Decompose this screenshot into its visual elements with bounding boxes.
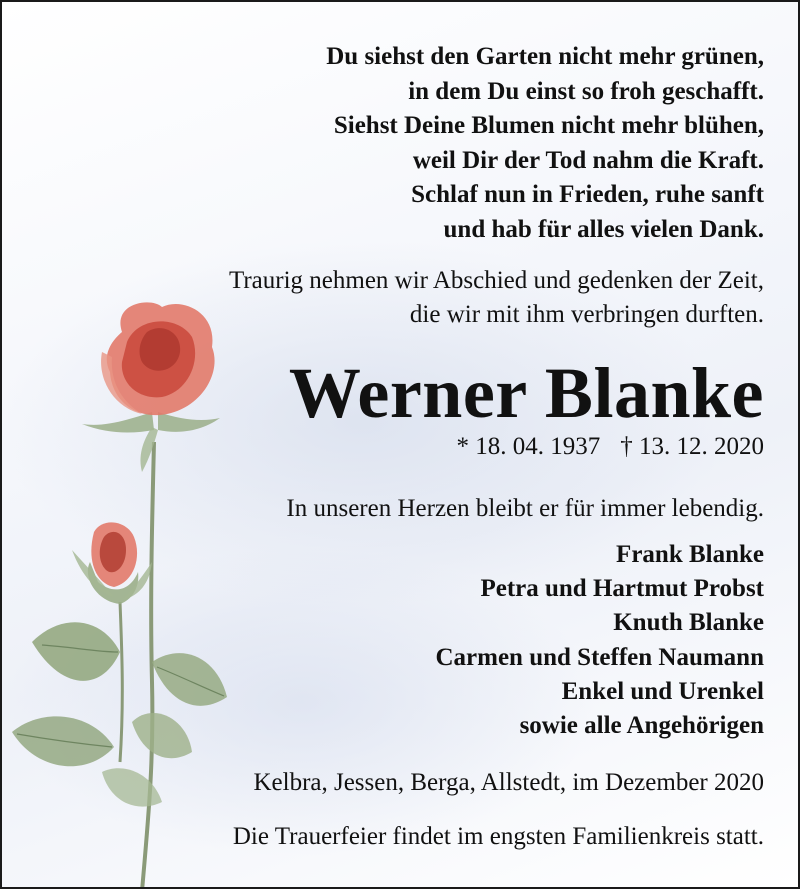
mourner-name: Frank Blanke: [616, 541, 764, 568]
mourner-name: Petra und Hartmut Probst: [480, 575, 764, 603]
birth-date: * 18. 04. 1937: [456, 433, 601, 460]
farewell-intro: [229, 264, 764, 332]
mourner-name: sowie alle Angehörigen: [519, 712, 764, 740]
deceased-name: Werner Blanke: [288, 353, 764, 433]
memorial-motto: In unseren Herzen bleibt er für immer lebendig.: [286, 495, 764, 522]
poem-line: Siehst Deine Blumen nicht mehr blühen,: [333, 112, 764, 139]
poem-line: Du siehst den Garten nicht mehr grünen,: [326, 43, 764, 70]
life-dates: [457, 430, 765, 464]
place-and-date: Kelbra, Jessen, Berga, Allstedt, im Dezember 2020: [253, 769, 764, 796]
poem: [326, 40, 764, 247]
poem-line: Schlaf nun in Frieden, ruhe sanft: [411, 181, 764, 208]
mourner-name: Enkel und Urenkel: [561, 677, 764, 705]
intro-line: Traurig nehmen wir Abschied und gedenken der Zeit,: [228, 267, 764, 294]
poem-line: weil Dir der Tod nahm die Kraft.: [412, 146, 764, 174]
mourner-name: Knuth Blanke: [613, 609, 764, 637]
intro-line: die wir mit ihm verbringen durften.: [409, 301, 764, 328]
death-date: † 13. 12. 2020: [620, 433, 764, 460]
mourner-name: Carmen und Steffen Naumann: [435, 643, 764, 671]
poem-line: und hab für alles vielen Dank.: [443, 215, 764, 243]
ceremony-note: Die Trauerfeier findet im engsten Familienkreis statt.: [232, 823, 764, 850]
poem-line: in dem Du einst so froh geschafft.: [408, 77, 764, 105]
mourners-list: [435, 538, 764, 743]
